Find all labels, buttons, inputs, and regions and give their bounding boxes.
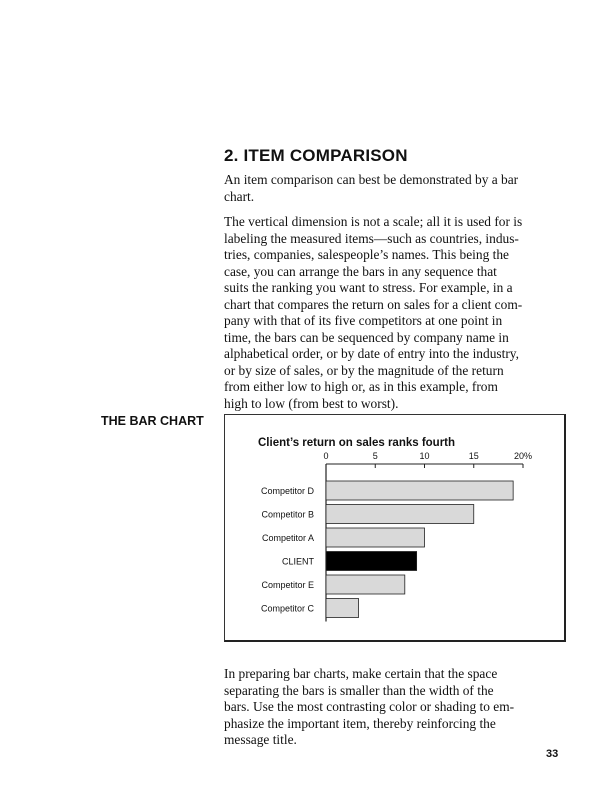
body-line: pany with that of its five competitors at one point in [224, 313, 503, 328]
category-label: CLIENT [281, 556, 314, 567]
category-label: Competitor E [261, 580, 314, 590]
bar-chart-frame [224, 414, 566, 642]
closing-line: In preparing bar charts, make certain that the space [224, 666, 498, 681]
x-tick-label: 10 [419, 451, 430, 461]
bar-competitor-b [326, 505, 474, 524]
page-number: 33 [546, 748, 559, 760]
body-line: suits the ranking you want to stress. For example, in a [224, 280, 513, 295]
body-line: or by size of sales, or by the magnitude of the return [224, 362, 504, 378]
intro-line: An item comparison can best be demonstrated by a bar [224, 172, 519, 187]
body-line: time, the bars can be sequenced by company name in [224, 329, 509, 345]
bar-competitor-d [326, 481, 513, 500]
intro-paragraph [224, 172, 566, 205]
body-line: case, you can arrange the bars in any sequence that [224, 263, 497, 279]
bar-chart [225, 415, 565, 641]
x-tick-label: 20% [513, 451, 533, 461]
body-paragraph [224, 214, 566, 412]
category-label: Competitor D [260, 486, 314, 496]
bar-competitor-c [326, 599, 359, 618]
body-line: alphabetical order, or by date of entry into the industry, [224, 346, 519, 361]
bar-competitor-e [326, 575, 405, 594]
closing-line: phasize the important item, thereby reinforcing the [224, 715, 496, 731]
body-line: high to low (from best to worst). [224, 395, 399, 411]
bar-competitor-a [326, 528, 425, 547]
side-label: THE BAR CHART [101, 414, 204, 428]
closing-line: separating the bars is smaller than the width of the [224, 682, 494, 698]
category-label: Competitor A [261, 533, 314, 543]
chart-title: Client’s return on sales ranks fourth [258, 437, 456, 449]
category-label: Competitor B [261, 509, 314, 520]
closing-line: message title. [224, 732, 297, 747]
body-line: chart that compares the return on sales for a client com- [224, 296, 523, 312]
x-tick-label: 5 [372, 451, 378, 461]
body-line: from either low to high or, as in this example, from [224, 379, 498, 394]
body-line: labeling the measured items—such as countries, indus- [224, 230, 519, 246]
x-tick-label: 15 [468, 451, 479, 461]
body-line: The vertical dimension is not a scale; all it is used for is [224, 214, 523, 229]
body-line: tries, companies, salespeople’s names. This being the [224, 247, 509, 262]
intro-line: chart. [224, 188, 255, 204]
bar-client [326, 552, 417, 571]
closing-paragraph [224, 666, 566, 749]
section-heading: 2. ITEM COMPARISON [224, 146, 408, 165]
closing-line: bars. Use the most contrasting color or shading to em- [224, 699, 515, 714]
category-label: Competitor C [260, 603, 314, 614]
x-tick-label: 0 [323, 451, 329, 461]
